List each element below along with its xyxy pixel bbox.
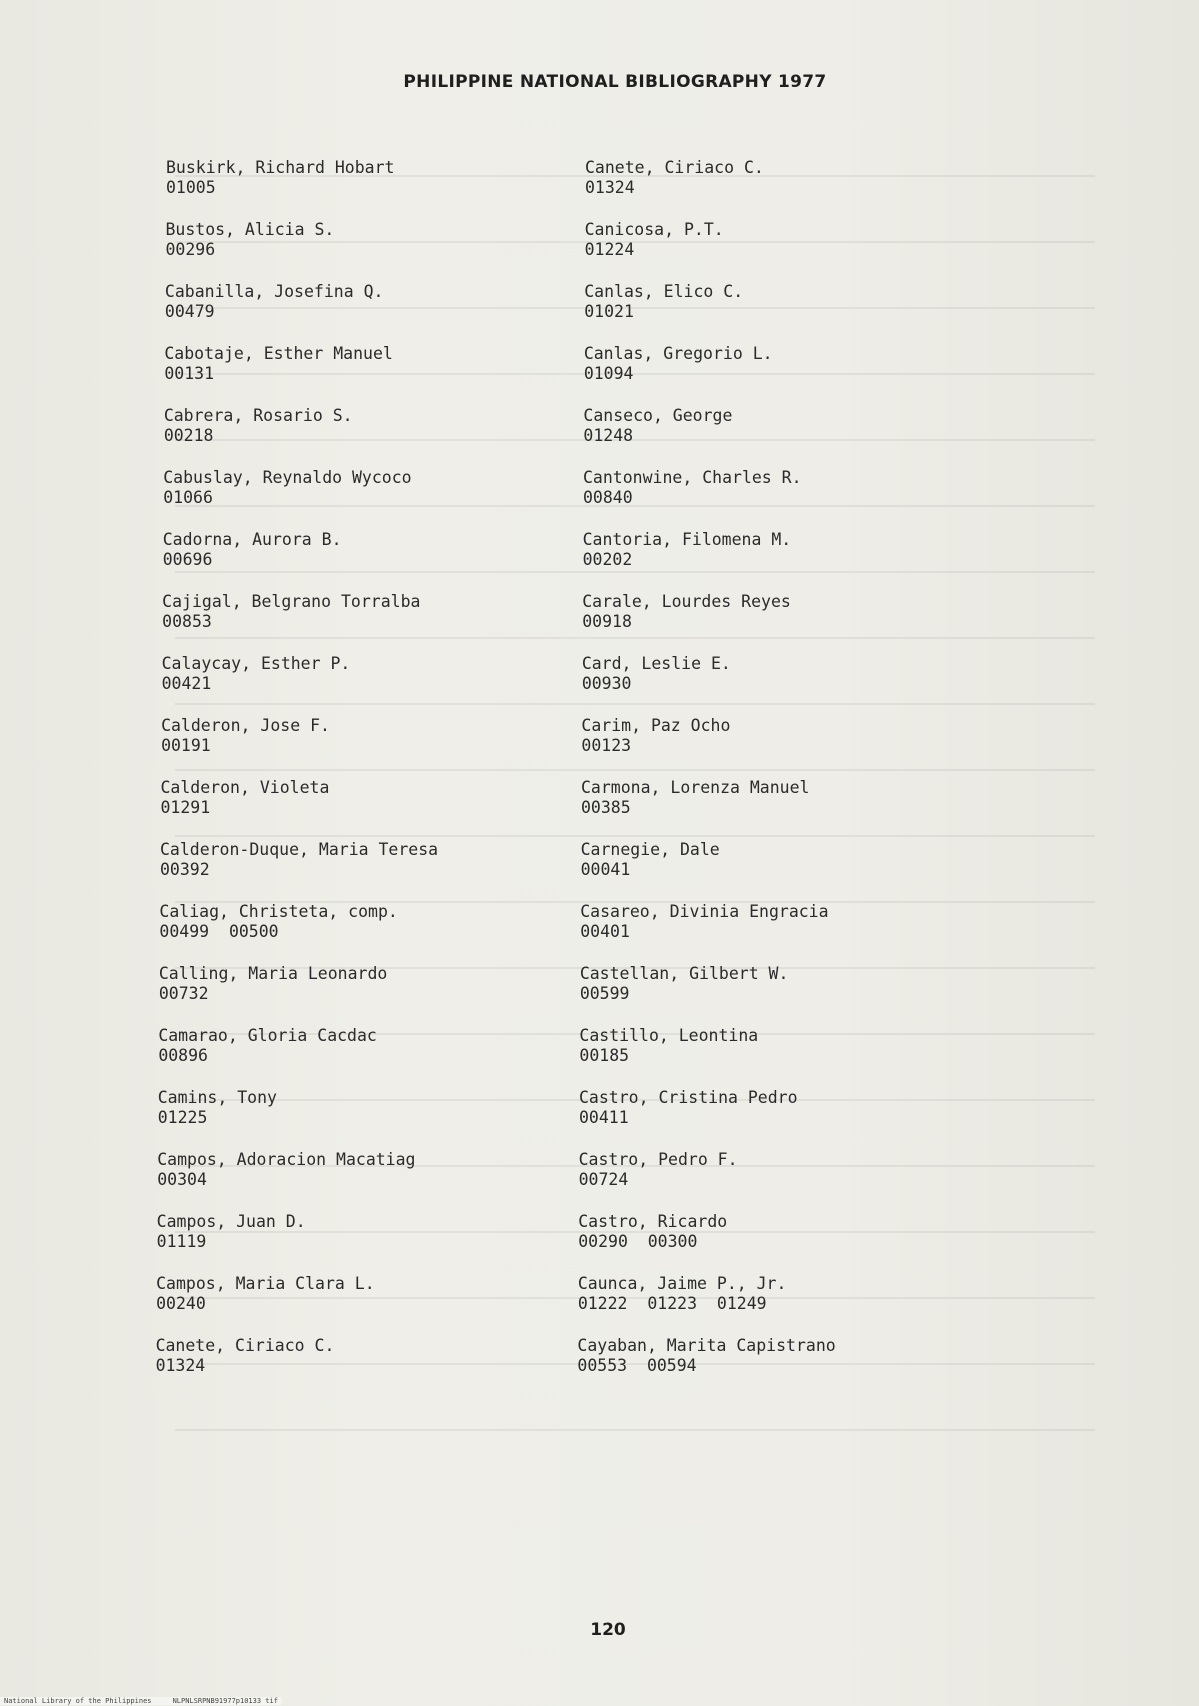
entry-numbers: 01222 01223 01249 [577, 1294, 767, 1313]
index-entry [577, 1336, 835, 1376]
index-entry [162, 592, 420, 632]
author-name: Cabrera, Rosario S. [163, 406, 353, 425]
index-entry [583, 406, 732, 446]
index-entry [162, 654, 351, 694]
entry-numbers: 01324 [585, 178, 635, 197]
index-entry [584, 344, 773, 384]
author-name: Caliag, Christeta, comp. [159, 902, 398, 921]
author-name: Calaycay, Esther P. [161, 654, 351, 673]
index-entry [583, 530, 792, 570]
index-entry [165, 282, 384, 322]
entry-numbers: 01005 [166, 178, 216, 197]
index-entry [165, 220, 334, 260]
author-name: Camarao, Gloria Cacdac [158, 1026, 377, 1045]
entry-numbers: 00123 [581, 736, 632, 755]
author-name: Cajigal, Belgrano Torralba [162, 592, 421, 611]
entry-numbers: 00131 [164, 364, 215, 383]
author-name: Cabotaje, Esther Manuel [164, 344, 393, 363]
entry-numbers: 00401 [580, 922, 630, 941]
entry-numbers: 00411 [579, 1108, 629, 1127]
index-entry [158, 1088, 277, 1128]
scan-footer: National Library of the Philippines NLPNLSRPNB91977p10133 tif [0, 1697, 282, 1705]
index-entry [580, 964, 789, 1004]
entry-numbers: 00218 [163, 426, 214, 445]
entry-numbers: 00240 [156, 1294, 206, 1313]
author-name: Canseco, George [583, 406, 733, 425]
entry-numbers: 00290 00300 [578, 1232, 698, 1251]
author-name: Campos, Adoracion Macatiag [157, 1150, 416, 1169]
index-entry [163, 468, 411, 508]
index-entry [582, 592, 791, 632]
entry-numbers: 01021 [584, 302, 634, 321]
entry-numbers: 00041 [580, 860, 631, 879]
index-entry [156, 1274, 375, 1314]
author-name: Castellan, Gilbert W. [579, 964, 789, 983]
author-name: Calderon-Duque, Maria Teresa [159, 840, 439, 859]
entry-numbers: 00853 [162, 612, 212, 631]
entry-numbers: 00296 [165, 240, 216, 259]
author-name: Canicosa, P.T. [584, 220, 724, 239]
entry-numbers: 01248 [583, 426, 634, 445]
author-name: Cantoria, Filomena M. [582, 530, 792, 549]
page-title: PHILIPPINE NATIONAL BIBLIOGRAPHY 1977 [403, 72, 827, 92]
entry-numbers: 01324 [155, 1356, 206, 1375]
index-entry [161, 778, 330, 818]
entry-numbers: 00385 [581, 798, 631, 817]
author-name: Campos, Juan D. [156, 1212, 306, 1231]
entry-numbers: 01291 [160, 798, 211, 817]
index-entry [164, 344, 392, 384]
index-entry [585, 220, 724, 260]
entry-numbers: 00930 [581, 674, 632, 693]
author-name: Casareo, Divinia Engracia [580, 902, 829, 921]
index-entry [157, 1212, 306, 1252]
entry-numbers: 00840 [583, 488, 633, 507]
entry-numbers: 00479 [164, 302, 215, 321]
index-entry [161, 716, 330, 756]
entry-numbers: 00553 00594 [577, 1356, 697, 1375]
author-name: Cayaban, Marita Capistrano [577, 1336, 836, 1355]
author-name: Card, Leslie E. [581, 654, 731, 673]
index-entry [581, 840, 720, 880]
entry-numbers: 00191 [161, 736, 211, 755]
index-entry [581, 778, 809, 818]
author-name: Campos, Maria Clara L. [156, 1274, 375, 1293]
index-entry [581, 716, 730, 756]
index-entry [159, 964, 387, 1004]
author-name: Carmona, Lorenza Manuel [581, 778, 810, 797]
index-entry [156, 1336, 335, 1376]
entry-numbers: 00724 [578, 1170, 629, 1189]
page-number: 120 [590, 1620, 626, 1640]
entry-numbers: 01094 [583, 364, 634, 383]
author-name: Castillo, Leontina [579, 1026, 759, 1045]
entry-numbers: 01224 [584, 240, 635, 259]
author-name: Cadorna, Aurora B. [162, 530, 342, 549]
entry-numbers: 00421 [161, 674, 212, 693]
entry-numbers: 00392 [159, 860, 210, 879]
index-entry [582, 654, 731, 694]
author-name: Carim, Paz Ocho [581, 716, 731, 735]
author-name: Buskirk, Richard Hobart [166, 158, 395, 177]
author-name: Calling, Maria Leonardo [158, 964, 388, 983]
entry-numbers: 00304 [157, 1170, 207, 1189]
entry-numbers: 00896 [158, 1046, 208, 1065]
author-name: Canete, Ciriaco C. [585, 158, 764, 177]
author-name: Carale, Lourdes Reyes [582, 592, 791, 611]
entry-numbers: 00918 [582, 612, 632, 631]
index-entry [160, 840, 438, 880]
entry-numbers: 01119 [156, 1232, 207, 1251]
author-name: Bustos, Alicia S. [165, 220, 335, 239]
entry-numbers: 00599 [579, 984, 630, 1003]
entry-numbers: 00499 00500 [159, 922, 279, 941]
author-name: Caunca, Jaime P., Jr. [577, 1274, 787, 1293]
index-entry [584, 282, 743, 322]
author-name: Castro, Ricardo [578, 1212, 728, 1231]
entry-numbers: 00202 [582, 550, 633, 569]
author-name: Castro, Cristina Pedro [579, 1088, 798, 1107]
author-name: Camins, Tony [157, 1088, 277, 1107]
entry-numbers: 00696 [162, 550, 213, 569]
author-name: Calderon, Violeta [160, 778, 330, 797]
author-name: Cabuslay, Reynaldo Wycoco [163, 468, 412, 487]
index-entry [579, 1150, 738, 1190]
entry-numbers: 00185 [579, 1046, 630, 1065]
index-entry [159, 902, 397, 942]
index-entry [157, 1150, 415, 1190]
entry-numbers: 00732 [158, 984, 209, 1003]
index-entry [158, 1026, 377, 1066]
index-entry [583, 468, 802, 508]
index-entry [585, 158, 764, 198]
entry-numbers: 01066 [163, 488, 213, 507]
entry-numbers: 01225 [157, 1108, 208, 1127]
author-name: Canlas, Elico C. [584, 282, 744, 301]
index-entry [166, 158, 394, 198]
author-name: Canlas, Gregorio L. [583, 344, 773, 363]
index-entry [580, 902, 828, 942]
author-name: Cantonwine, Charles R. [583, 468, 802, 487]
author-name: Calderon, Jose F. [161, 716, 330, 735]
author-name: Castro, Pedro F. [578, 1150, 738, 1169]
index-entry [579, 1088, 798, 1128]
author-name: Cabanilla, Josefina Q. [164, 282, 384, 301]
author-name: Canete, Ciriaco C. [155, 1336, 335, 1355]
index-entry [578, 1274, 787, 1314]
index-entry [163, 530, 342, 570]
index-entry [578, 1212, 727, 1252]
index-entry [164, 406, 353, 446]
index-entry [579, 1026, 758, 1066]
author-name: Carnegie, Dale [580, 840, 720, 859]
